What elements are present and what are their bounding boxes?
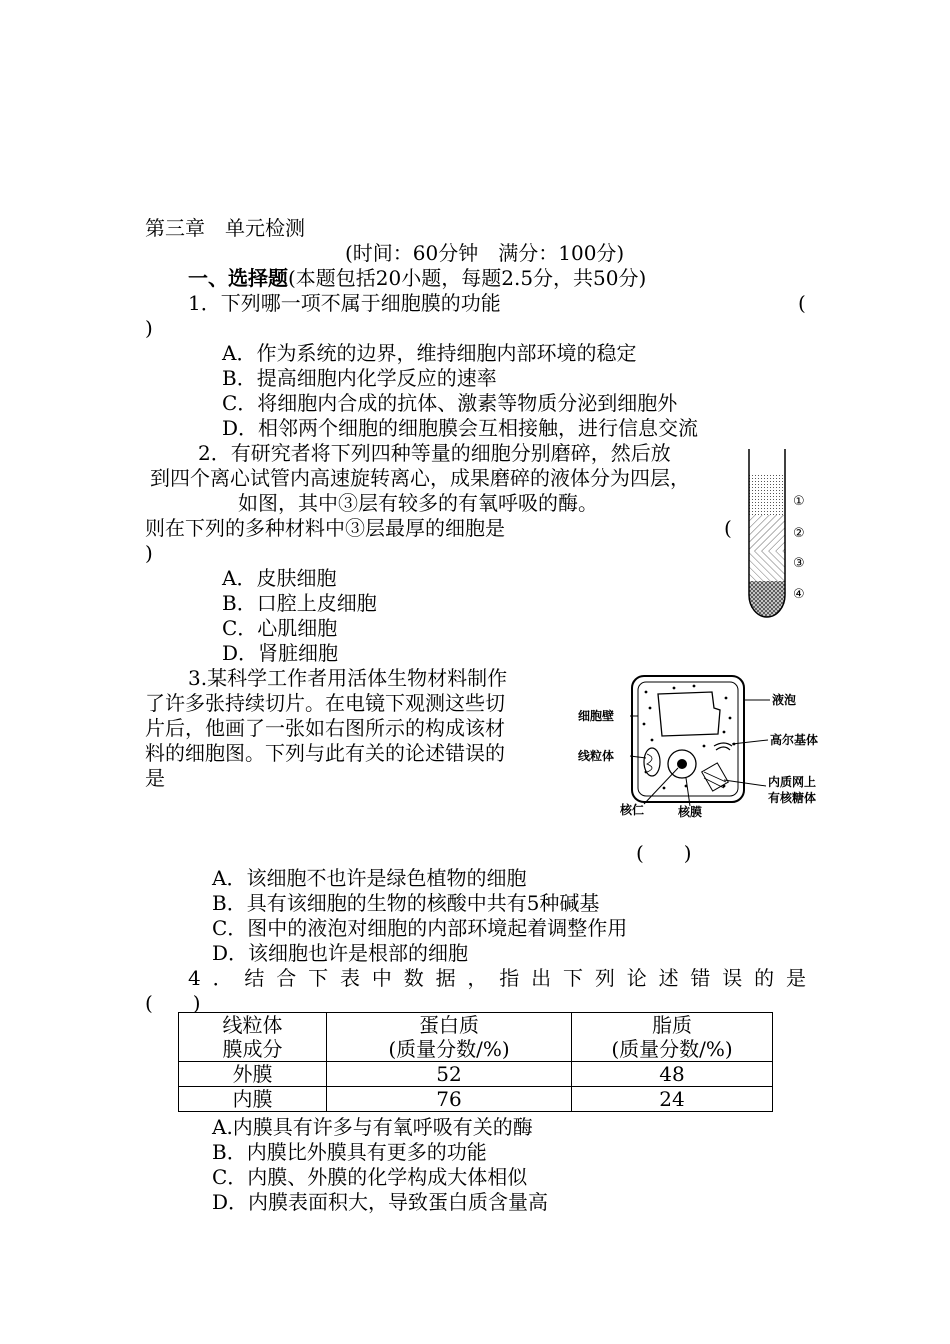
tube-label-4: ④	[793, 587, 805, 602]
label-vacuole: 液泡	[772, 693, 797, 707]
section-head-label: 一、选择题	[188, 266, 288, 290]
tube-label-3: ③	[793, 556, 805, 571]
header-membrane-line2: 膜成分	[222, 1037, 283, 1061]
section-heading	[188, 266, 646, 291]
section-note: (本题包括20小题，每题2.5分，共50分)	[288, 266, 647, 290]
label-nucleolus: 核仁	[620, 803, 645, 817]
header-lipid	[572, 1013, 773, 1062]
q3-line-1: 3.某科学工作者用活体生物材料制作	[188, 666, 508, 690]
q3-line-2: 了许多张持续切片。在电镜下观测这些切	[145, 691, 505, 715]
tube-layers	[749, 475, 785, 621]
plant-cell-figure	[574, 668, 834, 828]
q1-option-d: D．相邻两个细胞的细胞膜会互相接触，进行信息交流	[222, 416, 699, 440]
q3-line-5: 是	[145, 766, 165, 790]
row-outer-protein: 52	[327, 1062, 572, 1087]
centrifuge-tube-figure	[740, 445, 820, 625]
header-protein	[327, 1013, 572, 1062]
table-row	[179, 1062, 773, 1087]
tube-label-2: ②	[793, 526, 805, 541]
q1-stem: 1．下列哪一项不属于细胞膜的功能	[188, 291, 501, 315]
q2-paren-close: )	[145, 541, 153, 565]
q1-option-b: B．提高细胞内化学反应的速率	[222, 366, 497, 390]
table-row	[179, 1087, 773, 1112]
q1-option-a: A．作为系统的边界，维持细胞内部环境的稳定	[222, 341, 637, 365]
q3-line-4: 料的细胞图。下列与此有关的论述错误的	[145, 741, 505, 765]
label-er-1: 内质网上	[768, 775, 817, 789]
row-inner-lipid: 24	[572, 1087, 773, 1112]
membrane-composition-table	[178, 1012, 773, 1112]
vacuole-shape	[658, 692, 720, 736]
label-mitochondrion: 线粒体	[578, 749, 615, 763]
q2-line-2: 到四个离心试管内高速旋转离心，成果磨碎的液体分为四层，	[150, 466, 690, 490]
header-lipid-line2: (质量分数/%)	[611, 1037, 733, 1061]
header-lipid-line1: 脂质	[652, 1013, 692, 1037]
q2-paren-open: (	[724, 516, 732, 540]
q3-line-3: 片后，他画了一张如右图所示的构成该材	[145, 716, 505, 740]
q2-option-d: D．肾脏细胞	[222, 641, 339, 665]
label-cell-wall: 细胞壁	[578, 709, 615, 723]
q2-line-4: 则在下列的多种材料中③层最厚的细胞是	[145, 516, 505, 540]
q2-line-3: 如图，其中③层有较多的有氧呼吸的酶。	[238, 491, 598, 515]
table-header-row	[179, 1013, 773, 1062]
q4-option-c: C．内膜、外膜的化学构成大体相似	[212, 1165, 528, 1189]
q2-option-c: C．心肌细胞	[222, 616, 338, 640]
tube-label-1: ①	[793, 494, 805, 509]
header-membrane	[179, 1013, 327, 1062]
q4-option-a: A.内膜具有许多与有氧呼吸有关的酶	[212, 1115, 533, 1139]
label-er-2: 有核糖体	[768, 791, 817, 805]
layer-2	[749, 515, 785, 551]
layer-1	[749, 475, 785, 515]
q3-option-b: B．具有该细胞的生物的核酸中共有5种碱基	[212, 891, 600, 915]
q2-option-a: A．皮肤细胞	[222, 566, 337, 590]
header-protein-line2: (质量分数/%)	[388, 1037, 510, 1061]
row-outer-lipid: 48	[572, 1062, 773, 1087]
q1-paren-close: )	[145, 316, 153, 340]
q2-line-1: 2．有研究者将下列四种等量的细胞分别磨碎，然后放	[198, 441, 671, 465]
label-golgi: 高尔基体	[770, 733, 819, 747]
layer-3	[749, 551, 785, 581]
nucleolus-shape	[677, 759, 687, 769]
label-nuclear-membrane: 核膜	[678, 805, 703, 819]
q4-option-b: B．内膜比外膜具有更多的功能	[212, 1140, 487, 1164]
q3-option-d: D．该细胞也许是根部的细胞	[212, 941, 469, 965]
row-inner-name: 内膜	[179, 1087, 327, 1112]
time-score-note: (时间：60分钟 满分：100分)	[345, 241, 625, 265]
q3-option-c: C．图中的液泡对细胞的内部环境起着调整作用	[212, 916, 628, 940]
q1-option-c: C．将细胞内合成的抗体、激素等物质分泌到细胞外	[222, 391, 678, 415]
header-protein-line1: 蛋白质	[419, 1013, 479, 1037]
layer-4	[749, 581, 785, 621]
header-membrane-line1: 线粒体	[222, 1013, 283, 1037]
q4-stem: 4．结合下表中数据，指出下列论述错误的是	[188, 966, 806, 990]
q2-option-b: B．口腔上皮细胞	[222, 591, 377, 615]
row-outer-name: 外膜	[179, 1062, 327, 1087]
q1-paren-open: (	[798, 291, 806, 315]
q3-paren: ( )	[636, 841, 692, 865]
row-inner-protein: 76	[327, 1087, 572, 1112]
page-title: 第三章 单元检测	[145, 216, 305, 240]
mitochondrion	[644, 748, 660, 776]
q4-paren: ( )	[145, 991, 201, 1015]
q4-option-d: D．内膜表面积大，导致蛋白质含量高	[212, 1190, 549, 1214]
q3-option-a: A．该细胞不也许是绿色植物的细胞	[212, 866, 527, 890]
